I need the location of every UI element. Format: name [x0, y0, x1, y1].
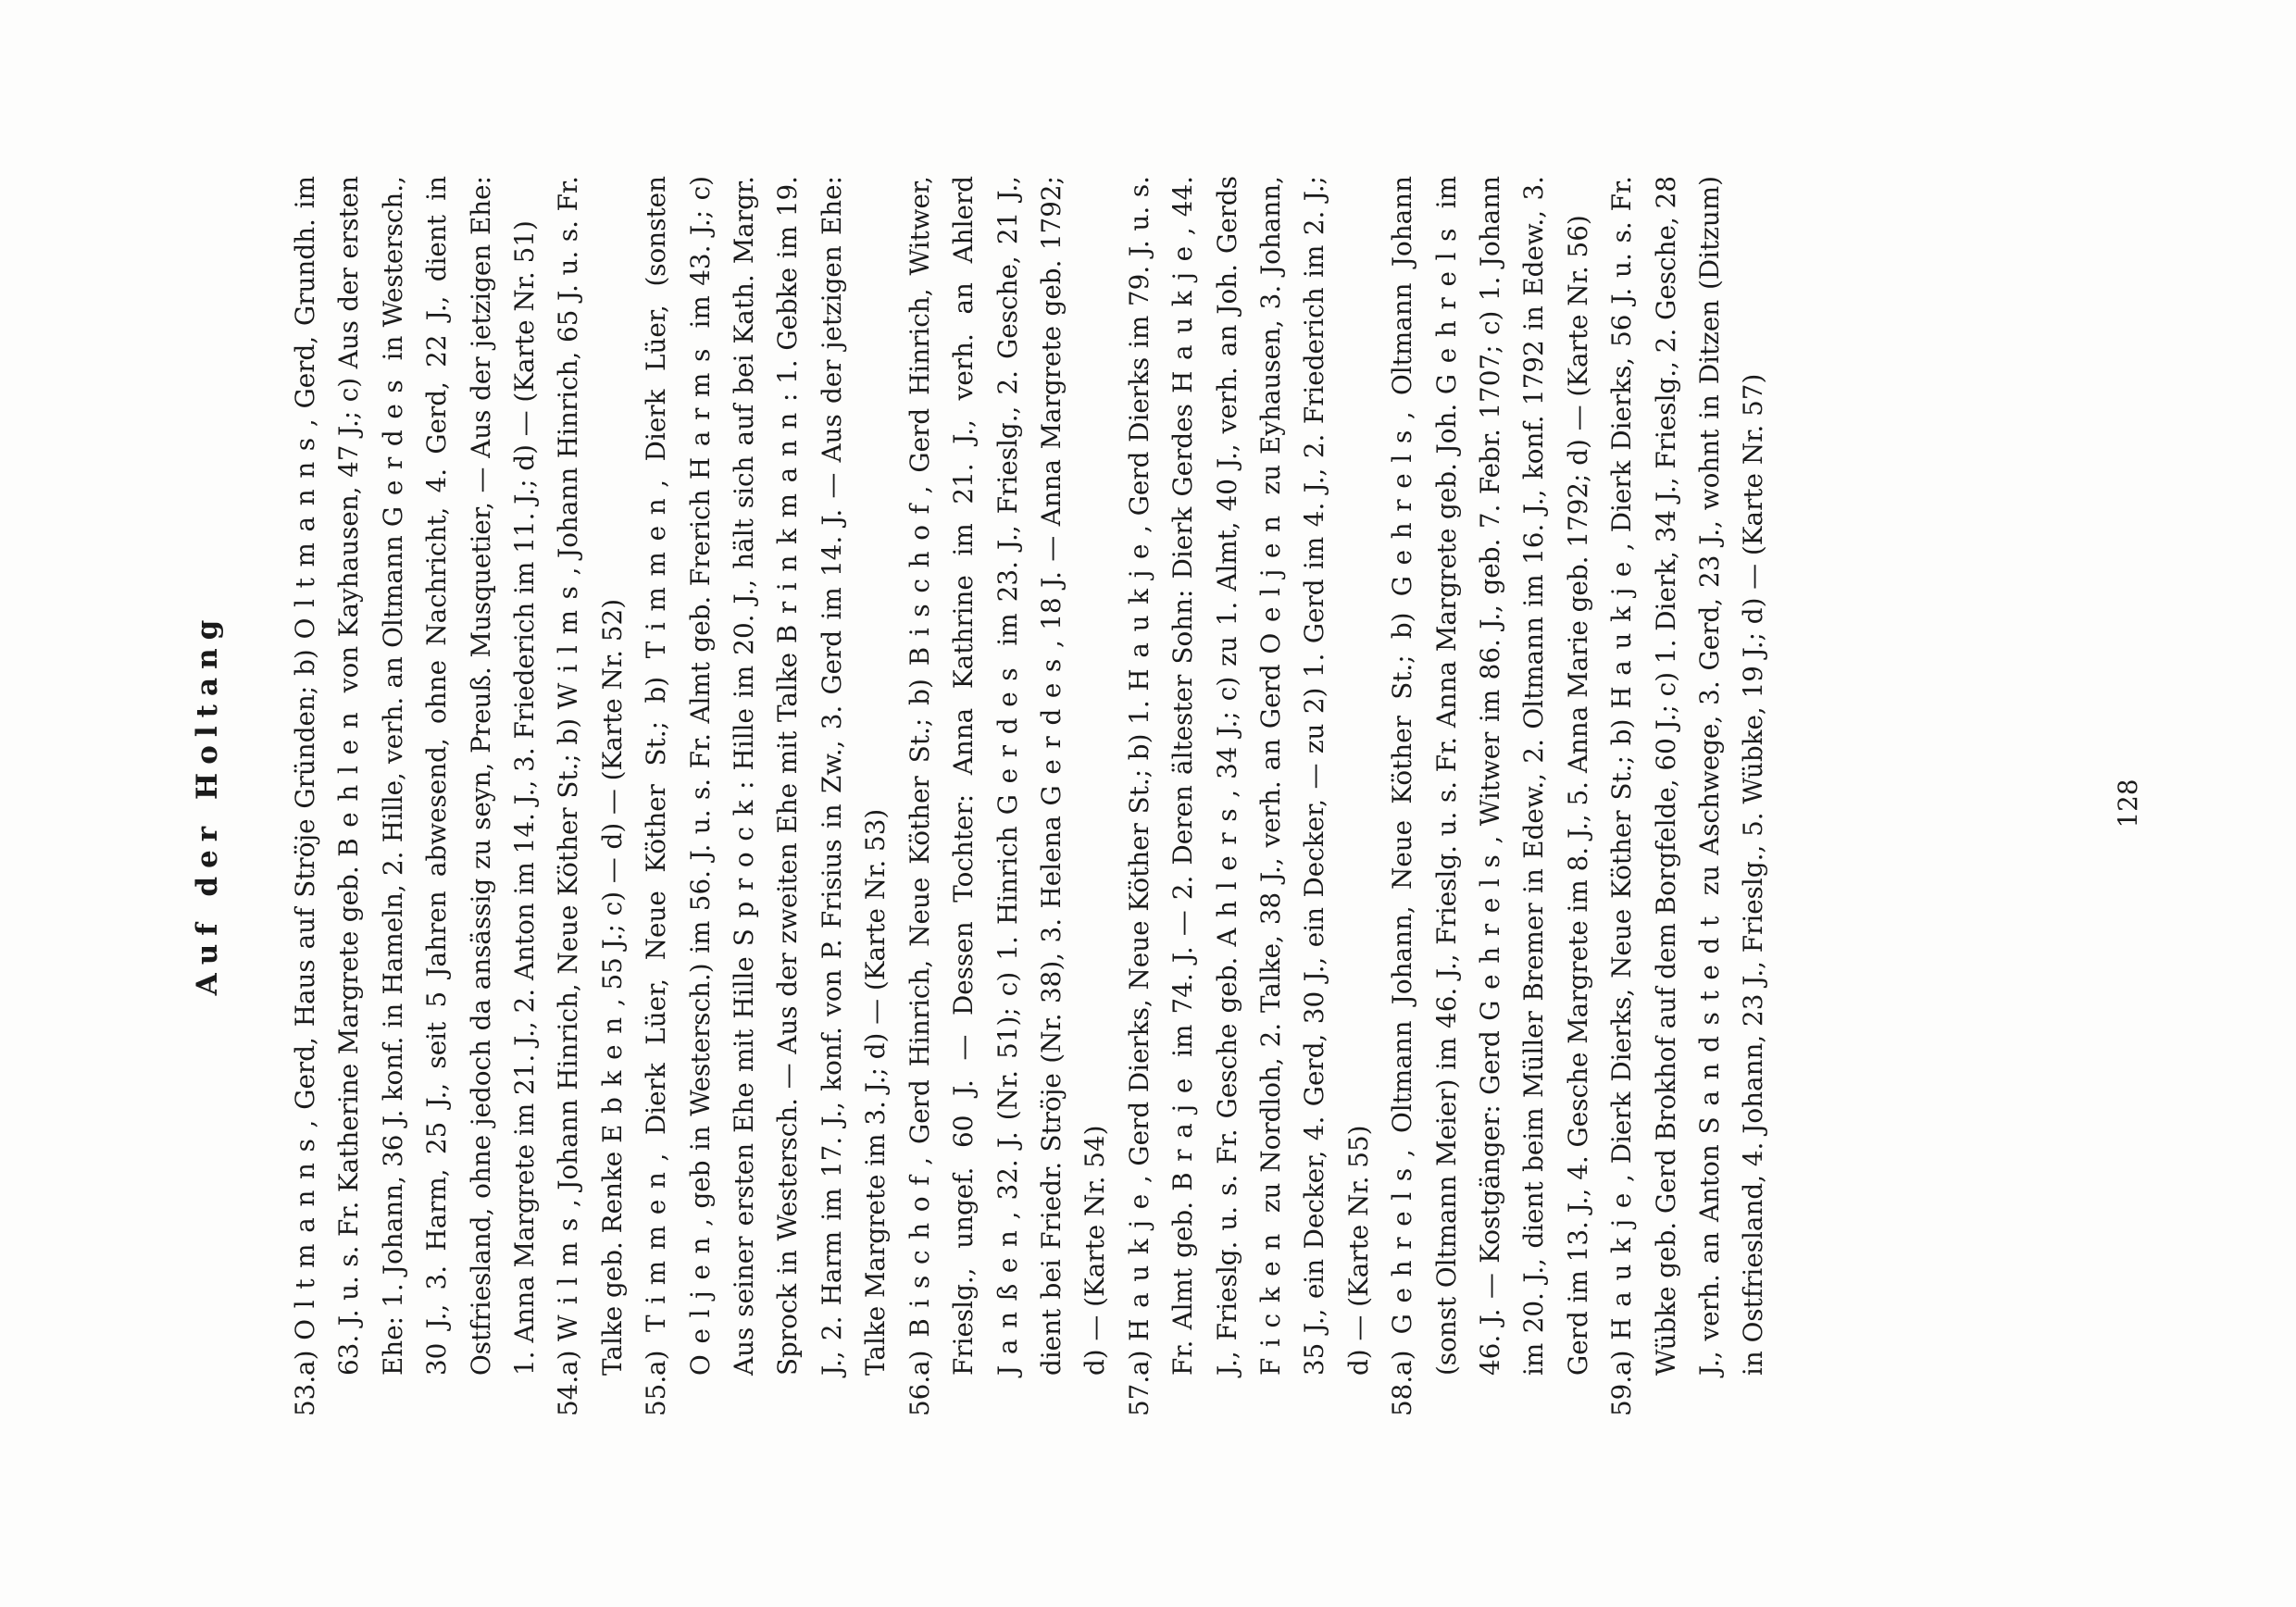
spaced-surname: Sprock: [729, 789, 760, 947]
spaced-surname: Gehrels: [1430, 217, 1462, 395]
spaced-surname: Haukje: [1606, 1182, 1638, 1340]
spaced-surname: Haukje: [1123, 532, 1154, 691]
spaced-surname: Wilms: [553, 1207, 584, 1341]
entry: 56. a) Bischof, Gerd Hinrich, Neue Köther St.; b) Bischof, Gerd Hinrich, Witwer, Frieslg., ungef. 60 J. — Dessen Tochter: Anna Kathrine im 21. J., verh. an Ahlerd Janßen, 32. J. (Nr. 51); c) 1. Hinrich Gerdes im 23. J., Frieslg., 2. Gesche, 21 J., dient bei Friedr. Ströje (Nr. 38), 3. Helena Gerdes, 18 J. — Anna Margrete geb. 1792; d) — (Karte Nr. 54): [898, 176, 1117, 1416]
entry-number: 57.: [1123, 1375, 1154, 1416]
spaced-surname: Harms: [684, 337, 716, 480]
spaced-surname: Braje: [1167, 1067, 1199, 1191]
spaced-surname: Oltmanns: [290, 427, 320, 640]
entry: 55. a) Timmen, Dierk Lüer, Neue Köther St.; b) Timmen, Dierk Lüer, (sonsten Oeljen, geb in Westersch.) im 56. J. u. s. Fr. Almt geb. Frerich Harms im 43. J.; c) Aus seiner ersten Ehe mit Hille Sprock: Hille im 20. J., hält sich auf bei Kath. Margr. Sprock in Westersch. — Aus der zweiten Ehe mit Talke Brinkmann: 1. Gebke im 19. J., 2. Harm im 17. J., konf. von P. Frisius in Zw., 3. Gerd im 14. J. — Aus der jetzigen Ehe: Talke Margrete im 3. J.; d) — (Karte Nr. 53): [634, 176, 897, 1416]
spaced-surname: Timmen: [641, 487, 672, 659]
page-number: 128: [2113, 779, 2143, 828]
spaced-surname: Ahlers: [1211, 797, 1242, 947]
spaced-surname: Brinkmann: [772, 401, 804, 644]
spaced-surname: Sandstedt: [1694, 905, 1725, 1135]
spaced-surname: Ebken: [596, 1006, 628, 1143]
spaced-surname: Gehrels: [1387, 1157, 1418, 1335]
spaced-surname: Gerdes: [377, 368, 408, 528]
spaced-surname: Timmen: [641, 1161, 672, 1333]
entry: 53. a) Oltmanns, Gerd, Haus auf Ströje Gründen; b) Oltmanns, Gerd, Grundh. im 63. J. u. s. Fr. Katherine Margrete geb. Behlen von Kayhausen, 47 J.; c) Aus der ersten Ehe: 1. Johann, 36 J. konf. in Hameln, 2. Hille, verh. an Oltmann Gerdes in Westersch., 30 J., 3. Harm, 25 J., seit 5 Jahren abwesend, ohne Nachricht, 4. Gerd, 22 J., dient in Ostfriesland, ohne jedoch da ansässig zu seyn, Preuß. Musquetier, — Aus der jetzigen Ehe: 1. Anna Margrete im 21. J., 2. Anton im 14. J., 3. Friederich im 11. J.; d) — (Karte Nr. 51): [283, 176, 546, 1416]
spaced-surname: Janßen: [992, 1219, 1023, 1376]
spaced-surname: Haukje: [1167, 235, 1199, 393]
entry-number: 56.: [904, 1375, 935, 1416]
entry-number: 53.: [290, 1375, 320, 1416]
entry: 58. a) Gehrels, Oltmann Johann, Neue Köther St.; b) Gehrels, Oltmann Johann (sonst Oltmann Meier) im 46. J., Frieslg. u. s. Fr. Anna Margrete geb. Joh. Gehrels im 46. J. — Kostgänger: Gerd Gehrels, Witwer im 86. J., geb. 7. Febr. 1707; c) 1. Johann im 20. J., dient beim Müller Bremer in Edew., 2. Oltmann im 16. J., konf. 1792 in Edew., 3. Gerd im 13. J., 4. Gesche Margrete im 8. J., 5. Anna Marie geb. 1792; d) — (Karte Nr. 56): [1380, 176, 1600, 1416]
spaced-surname: Gehrels: [1474, 843, 1505, 1021]
document-body: [283, 176, 2098, 1416]
running-head: Auf der Holtang: [191, 611, 224, 996]
spaced-surname: Gehrels: [1387, 419, 1418, 597]
spaced-surname: Ficken: [1254, 1223, 1286, 1376]
entry: 54. a) Wilms, Johann Hinrich, Neue Köther St.; b) Wilms, Johann Hinrich, 65 J. u. s. Fr. Talke geb. Renke Ebken, 55 J.; c) — d) — (Karte Nr. 52): [546, 176, 634, 1416]
entry: 57. a) Haukje, Gerd Dierks, Neue Köther St.; b) 1. Haukje, Gerd Dierks im 79. J. u. s. Fr. Almt geb. Braje im 74. J. — 2. Deren ältester Sohn: Dierk Gerdes Haukje, 44. J., Frieslg. u. s. Fr. Gesche geb. Ahlers, 34 J.; c) zu 1. Almt, 40 J., verh. an Joh. Gerds Ficken zu Nordloh, 2. Talke, 38 J., verh. an Gerd Oeljen zu Eyhausen, 3. Johann, 35 J., ein Decker, 4. Gerd, 30 J., ein Decker, — zu 2) 1. Gerd im 4. J., 2. Friederich im 2. J.; d) — (Karte Nr. 55): [1117, 176, 1380, 1416]
spaced-surname: Bischof: [904, 493, 935, 666]
entry-number: 54.: [553, 1375, 584, 1416]
spaced-surname: Oeljen: [684, 1226, 716, 1376]
entry-number: 58.: [1387, 1375, 1418, 1416]
spaced-surname: Gerdes: [1035, 648, 1067, 806]
entry: 59. a) Haukje, Dierk Dierks, Neue Köther St.; b) Haukje, Dierk Dierks, 56 J. u. s. Fr. Wübke geb. Gerd Brokhof auf dem Borgfelde, 60 J.; c) 1. Dierk, 34 J., Frieslg., 2. Gesche, 28 J., verh. an Anton Sandstedt zu Aschwege, 3. Gerd, 23 J., wohnt in Ditzen (Ditzum) in Ostfriesland, 4. Johann, 23 J., Frieslg., 5. Wübke, 19 J.; d) — (Karte Nr. 57): [1600, 176, 1776, 1416]
spaced-surname: Haukje: [1606, 550, 1638, 709]
entry-number: 55.: [641, 1375, 672, 1416]
spaced-surname: Oeljen: [1254, 505, 1286, 654]
spaced-surname: Oltmanns: [290, 1127, 320, 1340]
spaced-surname: Wilms: [553, 575, 584, 710]
spaced-surname: Gerdes: [992, 656, 1023, 816]
spaced-surname: Haukje: [1123, 1183, 1154, 1341]
spaced-surname: Behlen: [333, 701, 365, 857]
entry-number: 59.: [1606, 1375, 1638, 1416]
spaced-surname: Bischof: [904, 1165, 935, 1338]
